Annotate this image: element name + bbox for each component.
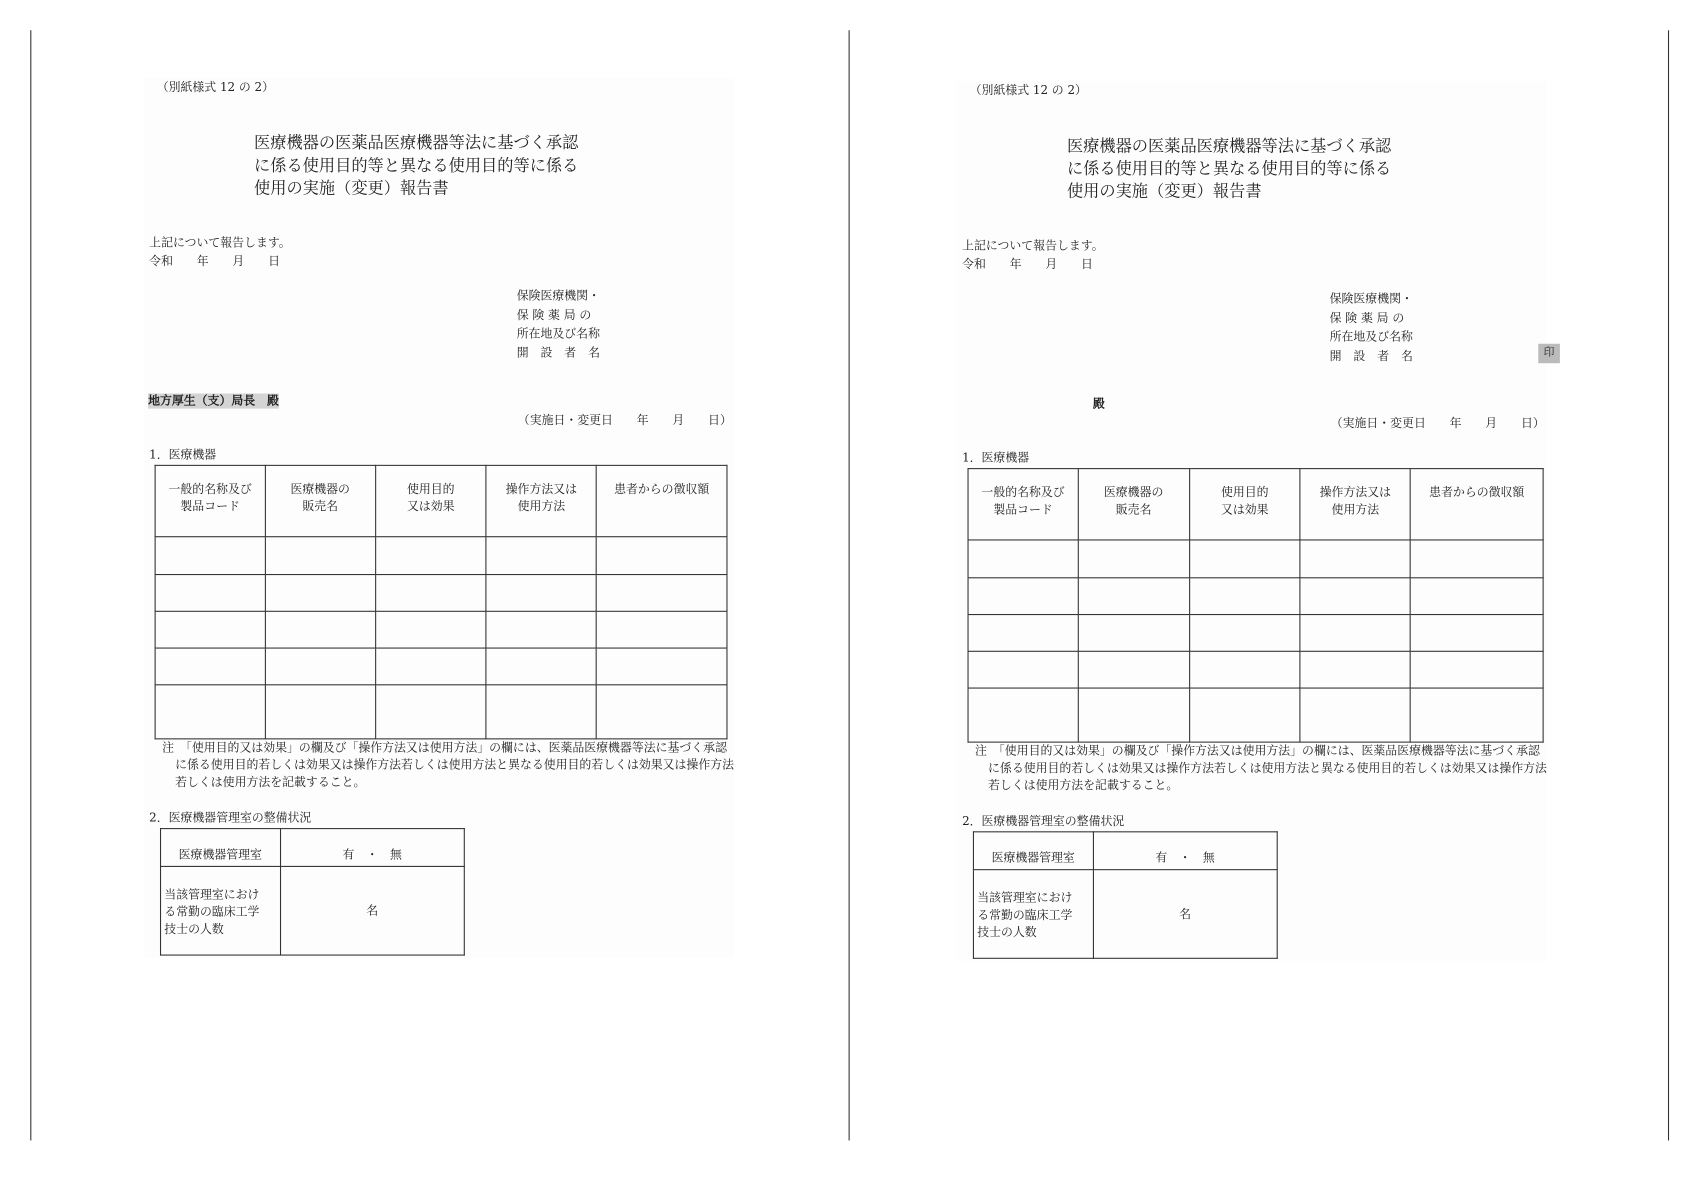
table-row [968, 578, 1543, 615]
table-cell[interactable] [1300, 688, 1410, 742]
table-row [161, 866, 465, 955]
table-row [155, 537, 727, 575]
management-room-table [973, 831, 1278, 959]
medical-device-table [155, 465, 728, 740]
engineer-count-label: 当該管理室におけ る常勤の臨床工学 技士の人数 [973, 870, 1093, 959]
table-cell[interactable] [1078, 688, 1189, 742]
facility-label: 所在地及び名称 [1329, 329, 1413, 344]
facility-label: 保 険 薬 局 の [1329, 310, 1405, 325]
facility-label: 保 険 薬 局 の [516, 307, 592, 322]
page-divider [849, 30, 850, 1140]
table-row [161, 829, 465, 867]
table-cell[interactable] [1189, 578, 1300, 615]
table-note: 注 「使用目的又は効果」の欄及び「操作方法又は使用方法」の欄には、医薬品医療機器等法に基づく承認に係る使用目的若しくは効果又は操作方法若しくは使用方法と異なる使用目的若しくは効果又は操作方法若しくは使用方法を記載すること。 [975, 743, 1547, 793]
room-label: 医療機器管理室 [973, 832, 1093, 870]
room-label: 医療機器管理室 [161, 829, 281, 867]
table-row [968, 688, 1543, 742]
addressee: 地方厚生（支）局長 殿 [148, 393, 279, 408]
seal-mark: 印 [1538, 344, 1560, 363]
column-header: 使用目的 又は効果 [375, 465, 486, 536]
form-page [144, 78, 734, 958]
page-divider [30, 30, 31, 1140]
table-row [155, 575, 727, 612]
table-cell[interactable] [265, 685, 375, 739]
table-cell[interactable] [1410, 615, 1543, 652]
table-cell[interactable] [1410, 688, 1543, 742]
table-cell[interactable] [1300, 615, 1410, 652]
table-cell[interactable] [596, 611, 727, 648]
table-row [968, 651, 1543, 688]
table-cell[interactable] [1078, 651, 1189, 688]
engineer-count-label: 当該管理室におけ る常勤の臨床工学 技士の人数 [161, 866, 281, 955]
form-page [957, 81, 1555, 961]
table-cell[interactable] [1410, 540, 1543, 578]
table-cell[interactable] [486, 648, 596, 685]
form-title-line: 使用の実施（変更）報告書 [1066, 181, 1262, 202]
form-title-line: に係る使用目的等と異なる使用目的等に係る [1066, 158, 1392, 179]
form-number: （別紙様式 12 の 2） [969, 83, 1087, 98]
table-header-row [968, 469, 1543, 540]
table-cell[interactable] [1300, 540, 1410, 578]
table-cell[interactable] [265, 648, 375, 685]
engineer-count-value[interactable]: 名 [1093, 870, 1277, 959]
column-header: 医療機器の 販売名 [1078, 469, 1189, 540]
column-header: 操作方法又は 使用方法 [1300, 469, 1410, 540]
table-cell[interactable] [375, 611, 486, 648]
table-cell[interactable] [968, 688, 1078, 742]
table-row [155, 648, 727, 685]
section-2-heading: 2．医療機器管理室の整備状況 [962, 813, 1125, 829]
table-cell[interactable] [155, 611, 265, 648]
table-cell[interactable] [968, 615, 1078, 652]
section-2-heading: 2．医療機器管理室の整備状況 [149, 810, 312, 825]
form-title-line: 医療機器の医薬品医療機器等法に基づく承認 [254, 132, 579, 153]
table-cell[interactable] [1300, 651, 1410, 688]
report-statement: 上記について報告します。 [962, 238, 1104, 253]
table-cell[interactable] [155, 575, 265, 612]
table-cell[interactable] [1410, 651, 1543, 688]
table-cell[interactable] [968, 578, 1078, 615]
table-cell[interactable] [375, 685, 486, 739]
table-cell[interactable] [1078, 615, 1189, 652]
report-statement: 上記について報告します。 [149, 235, 291, 250]
column-header: 一般的名称及び 製品コード [968, 469, 1078, 540]
table-cell[interactable] [968, 540, 1078, 578]
medical-device-table [967, 468, 1543, 743]
column-header: 医療機器の 販売名 [265, 465, 375, 536]
table-row [968, 615, 1543, 652]
column-header: 一般的名称及び 製品コード [155, 465, 265, 536]
table-cell[interactable] [1189, 540, 1300, 578]
room-availability[interactable]: 有 ・ 無 [280, 829, 464, 867]
section-1-heading: 1．医療機器 [962, 450, 1030, 465]
table-cell[interactable] [968, 651, 1078, 688]
table-cell[interactable] [1189, 615, 1300, 652]
table-cell[interactable] [1078, 540, 1189, 578]
table-cell[interactable] [486, 611, 596, 648]
table-cell[interactable] [1189, 688, 1300, 742]
table-row [973, 870, 1277, 959]
room-availability[interactable]: 有 ・ 無 [1093, 832, 1277, 870]
table-cell[interactable] [155, 537, 265, 575]
implementation-date: （実施日・変更日 年 月 日） [1330, 416, 1545, 431]
table-cell[interactable] [1300, 578, 1410, 615]
page-divider [1668, 30, 1669, 1140]
table-row [973, 832, 1277, 870]
table-cell[interactable] [265, 575, 375, 612]
form-number: （別紙様式 12 の 2） [156, 79, 275, 95]
form-title-line: 使用の実施（変更）報告書 [254, 178, 449, 198]
section-1-heading: 1．医療機器 [149, 447, 217, 462]
table-cell[interactable] [1189, 651, 1300, 688]
implementation-date: （実施日・変更日 年 月 日） [517, 412, 732, 427]
table-cell[interactable] [265, 611, 375, 648]
table-cell[interactable] [596, 685, 727, 739]
table-note: 注 「使用目的又は効果」の欄及び「操作方法又は使用方法」の欄には、医薬品医療機器等法に基づく承認に係る使用目的若しくは効果又は操作方法若しくは使用方法と異なる使用目的若しくは効果又は操作方法若しくは使用方法を記載すること。 [162, 740, 734, 790]
table-cell[interactable] [375, 575, 486, 612]
table-cell[interactable] [596, 575, 727, 612]
table-cell[interactable] [1410, 578, 1543, 615]
management-room-table [160, 828, 465, 956]
table-cell[interactable] [486, 575, 596, 612]
form-title-line: 医療機器の医薬品医療機器等法に基づく承認 [1066, 136, 1392, 156]
engineer-count-value[interactable]: 名 [280, 866, 464, 955]
table-row [155, 611, 727, 648]
facility-label: 開 設 者 名 [1329, 348, 1413, 363]
table-cell[interactable] [486, 685, 596, 739]
table-cell[interactable] [375, 648, 486, 685]
table-cell[interactable] [155, 648, 265, 685]
facility-label: 保険医療機関・ [1329, 291, 1413, 306]
table-cell[interactable] [155, 685, 265, 739]
table-cell[interactable] [375, 537, 486, 575]
facility-label: 開 設 者 名 [516, 345, 600, 360]
facility-label: 保険医療機関・ [516, 288, 600, 303]
column-header: 操作方法又は 使用方法 [486, 465, 596, 536]
table-row [155, 685, 727, 739]
column-header: 患者からの徴収額 [1410, 469, 1543, 540]
column-header: 使用目的 又は効果 [1189, 469, 1300, 540]
form-title-line: に係る使用目的等と異なる使用目的等に係る [254, 155, 579, 176]
table-cell[interactable] [1078, 578, 1189, 615]
table-cell[interactable] [486, 537, 596, 575]
table-row [968, 540, 1543, 578]
report-date: 令和 年 月 日 [962, 257, 1093, 272]
addressee: 殿 [1092, 396, 1105, 411]
column-header: 患者からの徴収額 [596, 465, 727, 536]
table-cell[interactable] [265, 537, 375, 575]
table-header-row [155, 465, 727, 536]
facility-label: 所在地及び名称 [516, 326, 600, 341]
report-date: 令和 年 月 日 [149, 254, 280, 269]
table-cell[interactable] [596, 537, 727, 575]
table-cell[interactable] [596, 648, 727, 685]
